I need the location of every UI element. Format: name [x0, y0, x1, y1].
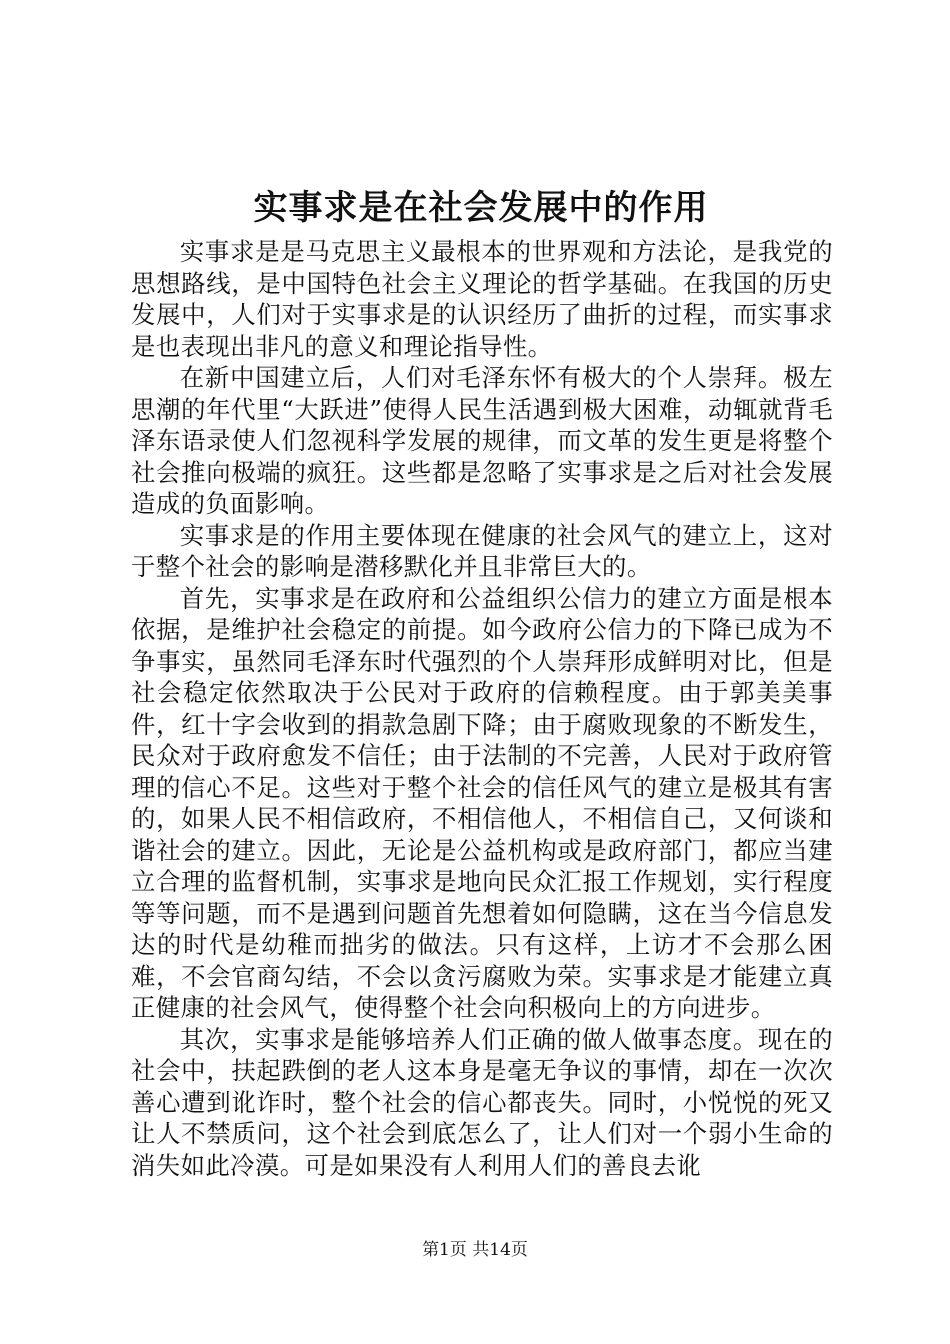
page-number-footer: 第1页 共14页: [422, 1240, 528, 1260]
paragraph-4: 首先，实事求是在政府和公益组织公信力的建立方面是根本依据，是维护社会稳定的前提。如今政府公信力的下降已成为不争事实，虽然同毛泽东时代强烈的个人崇拜形成鲜明对比，但是社会稳定依然取决于公民对于政府的信赖程度。由于郭美美事件，红十字会收到的捐款急剧下降；由于腐败现象的不断发生，民众对于政府愈发不信任；由于法制的不完善，人民对于政府管理的信心不足。这些对于整个社会的信任风气的建立是极其有害的，如果人民不相信政府，不相信他人，不相信自己，又何谈和谐社会的建立。因此，无论是公益机构或是政府部门，都应当建立合理的监督机制，实事求是地向民众汇报工作规划，实行程度等等问题，而不是遇到问题首先想着如何隐瞒，这在当今信息发达的时代是幼稚而拙劣的做法。只有这样，上访才不会那么困难，不会官商勾结，不会以贪污腐败为荣。实事求是才能建立真正健康的社会风气，使得整个社会向积极向上的方向进步。: [131, 583, 833, 1022]
document-body: [131, 236, 833, 1181]
paragraph-2: 在新中国建立后，人们对毛泽东怀有极大的个人崇拜。极左思潮的年代里“大跃进”使得人民生活遇到极大困难，动辄就背毛泽东语录使人们忽视科学发展的规律，而文革的发生更是将整个社会推向极端的疯狂。这些都是忽略了实事求是之后对社会发展造成的负面影响。: [131, 363, 833, 518]
paragraph-5: 其次，实事求是能够培养人们正确的做人做事态度。现在的社会中，扶起跌倒的老人这本身是毫无争议的事情，却在一次次善心遭到讹诈时，整个社会的信心都丧失。同时，小悦悦的死又让人不禁质问，这个社会到底怎么了，让人们对一个弱小生命的消失如此冷漠。可是如果没有人利用人们的善良去讹: [131, 1024, 833, 1180]
paragraph-1: 实事求是是马克思主义最根本的世界观和方法论，是我党的思想路线，是中国特色社会主义理论的哲学基础。在我国的历史发展中，人们对于实事求是的认识经历了曲折的过程，而实事求是也表现出非凡的意义和理论指导性。: [131, 237, 833, 361]
paragraph-3: 实事求是的作用主要体现在健康的社会风气的建立上，这对于整个社会的影响是潜移默化并且非常巨大的。: [131, 520, 833, 581]
document-title: 实事求是在社会发展中的作用: [253, 188, 709, 228]
